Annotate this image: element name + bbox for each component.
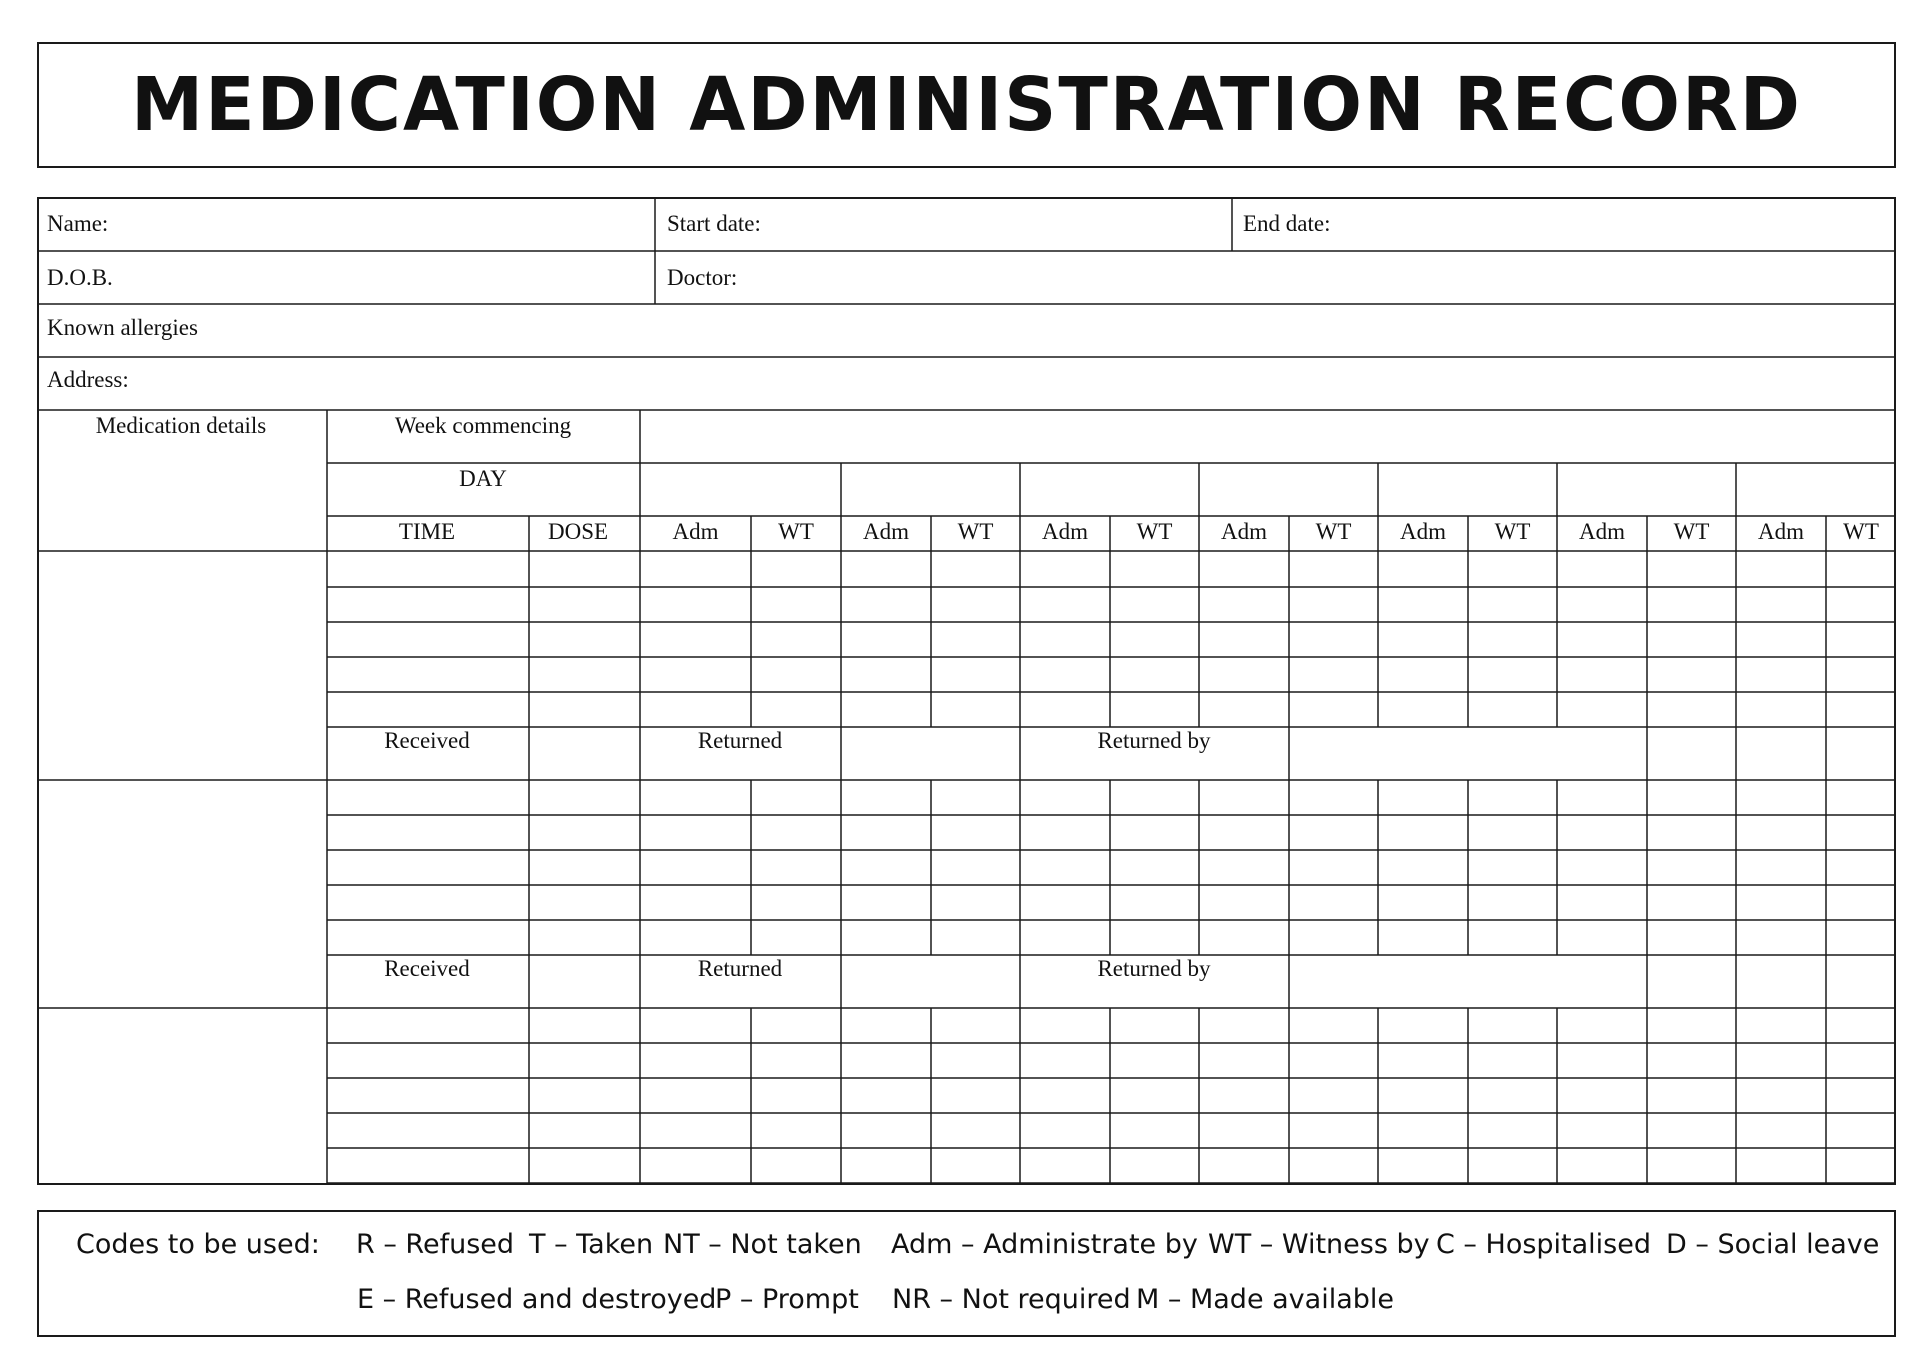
adm-header: Adm	[1221, 519, 1267, 544]
code-not-taken: NT – Not taken	[663, 1229, 862, 1260]
adm-header: Adm	[863, 519, 909, 544]
start-date-label: Start date:	[667, 211, 761, 236]
doctor-label: Doctor:	[667, 265, 738, 290]
time-header: TIME	[398, 519, 456, 544]
allergies-label: Known allergies	[47, 315, 198, 340]
end-date-label: End date:	[1243, 211, 1331, 236]
code-social-leave: D – Social leave	[1666, 1229, 1880, 1260]
wt-header: WT	[1136, 519, 1173, 544]
wt-header: WT	[1843, 519, 1879, 544]
form-grid-lines	[37, 198, 1896, 1184]
returned-by-label-2: Returned by	[1097, 956, 1211, 981]
code-witness-by: WT – Witness by	[1208, 1229, 1430, 1260]
day-label: DAY	[459, 466, 507, 491]
code-taken: T – Taken	[529, 1229, 654, 1260]
wt-header: WT	[1315, 519, 1352, 544]
week-commencing-label: Week commencing	[394, 413, 572, 438]
adm-header: Adm	[1400, 519, 1446, 544]
codes-heading: Codes to be used:	[76, 1229, 320, 1260]
medication-details-label: Medication details	[95, 413, 267, 438]
wt-header: WT	[1673, 519, 1710, 544]
dob-label: D.O.B.	[47, 265, 113, 290]
adm-header: Adm	[672, 519, 719, 544]
code-refused-destroyed: E – Refused and destroyed	[357, 1284, 717, 1315]
code-refused: R – Refused	[356, 1229, 515, 1260]
adm-header: Adm	[1579, 519, 1625, 544]
returned-by-label-1: Returned by	[1097, 728, 1211, 753]
name-label: Name:	[47, 211, 109, 236]
adm-header: Adm	[1758, 519, 1804, 544]
code-hospitalised: C – Hospitalised	[1436, 1229, 1651, 1260]
dose-header: DOSE	[547, 519, 609, 544]
wt-header: WT	[1494, 519, 1531, 544]
page-title: MEDICATION ADMINISTRATION RECORD	[131, 62, 1802, 148]
returned-label-2: Returned	[697, 956, 783, 981]
received-label-2: Received	[384, 956, 470, 981]
code-made-available: M – Made available	[1136, 1284, 1395, 1315]
adm-header: Adm	[1042, 519, 1088, 544]
address-label: Address:	[47, 367, 129, 392]
wt-header: WT	[778, 519, 814, 544]
returned-label-1: Returned	[697, 728, 783, 753]
codes-legend-box	[37, 1210, 1896, 1337]
code-not-required: NR – Not required	[892, 1284, 1131, 1315]
adm-wt-headers	[673, 519, 1879, 544]
code-prompt: P – Prompt	[715, 1284, 859, 1315]
received-label-1: Received	[384, 728, 470, 753]
wt-header: WT	[957, 519, 994, 544]
code-administrate-by: Adm – Administrate by	[891, 1229, 1198, 1260]
